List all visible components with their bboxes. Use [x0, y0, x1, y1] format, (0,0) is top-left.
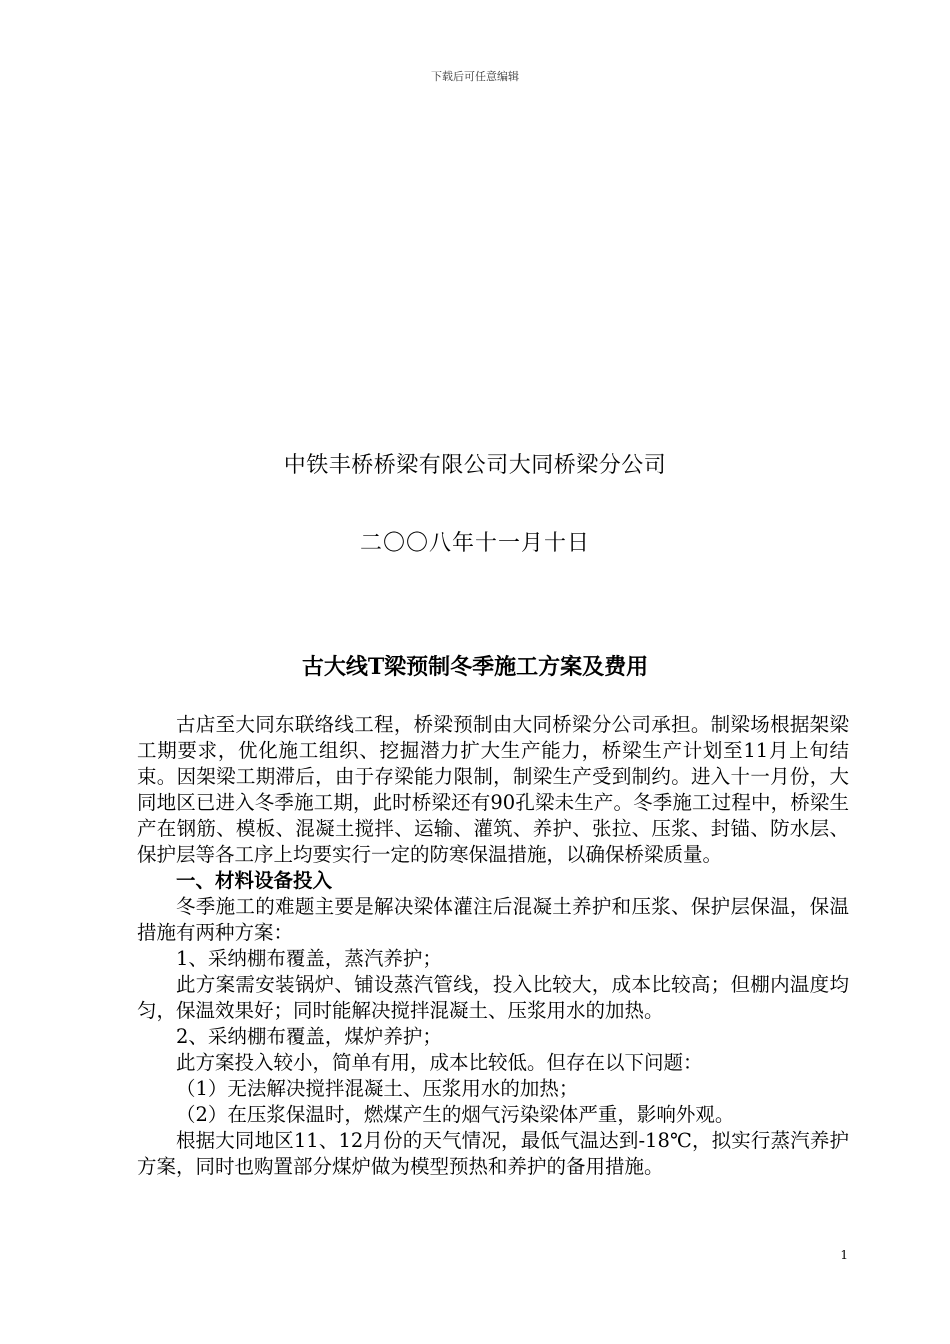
section-heading: 一、材料设备投入: [176, 869, 333, 892]
page-header-note: 下载后可任意编辑: [431, 70, 519, 83]
company-name: 中铁丰桥桥梁有限公司大同桥梁分公司: [283, 453, 667, 478]
document-title: 古大线T梁预制冬季施工方案及费用: [301, 654, 649, 680]
body-paragraph: 根据大同地区11、12月份的天气情况，最低气温达到-18℃，拟实行蒸汽养护方案，同时也购置部分煤炉做为模型预热和养护的备用措施。: [137, 1129, 849, 1178]
body-paragraph: 此方案投入较小，简单有用，成本比较低。但存在以下问题：: [176, 1051, 703, 1074]
intro-paragraph: 古店至大同东联络线工程，桥梁预制由大同桥梁分公司承担。制梁场根据架梁工期要求，优化施工组织、挖掘潜力扩大生产能力，桥梁生产计划至11月上旬结束。因架梁工期滞后，由于存梁能力限制，制梁生产受到制约。进入十一月份，大同地区已进入冬季施工期，此时桥梁还有90孔梁未生产。冬季施工过程中，桥梁生产在钢筋、模板、混凝土搅拌、运输、灌筑、养护、张拉、压浆、封锚、防水层、保护层等各工序上均要实行一定的防寒保温措施，以确保桥梁质量。: [137, 713, 849, 866]
page-number: 1: [840, 1248, 848, 1262]
list-item: （2）在压浆保温时，燃煤产生的烟气污染梁体严重，影响外观。: [176, 1103, 735, 1126]
document-date: 二〇〇八年十一月十日: [359, 531, 590, 556]
document-body: [137, 712, 849, 1180]
body-paragraph: 2、采纳棚布覆盖，煤炉养护；: [176, 1025, 442, 1048]
body-paragraph: 1、采纳棚布覆盖，蒸汽养护；: [176, 947, 442, 970]
body-paragraph: 此方案需安装锅炉、铺设蒸汽管线，投入比较大，成本比较高；但棚内温度均匀，保温效果好；同时能解决搅拌混凝土、压浆用水的加热。: [137, 973, 849, 1022]
list-item: （1）无法解决搅拌混凝土、压浆用水的加热；: [176, 1077, 579, 1100]
body-paragraph: 冬季施工的难题主要是解决梁体灌注后混凝土养护和压浆、保护层保温，保温措施有两种方案：: [137, 895, 849, 944]
